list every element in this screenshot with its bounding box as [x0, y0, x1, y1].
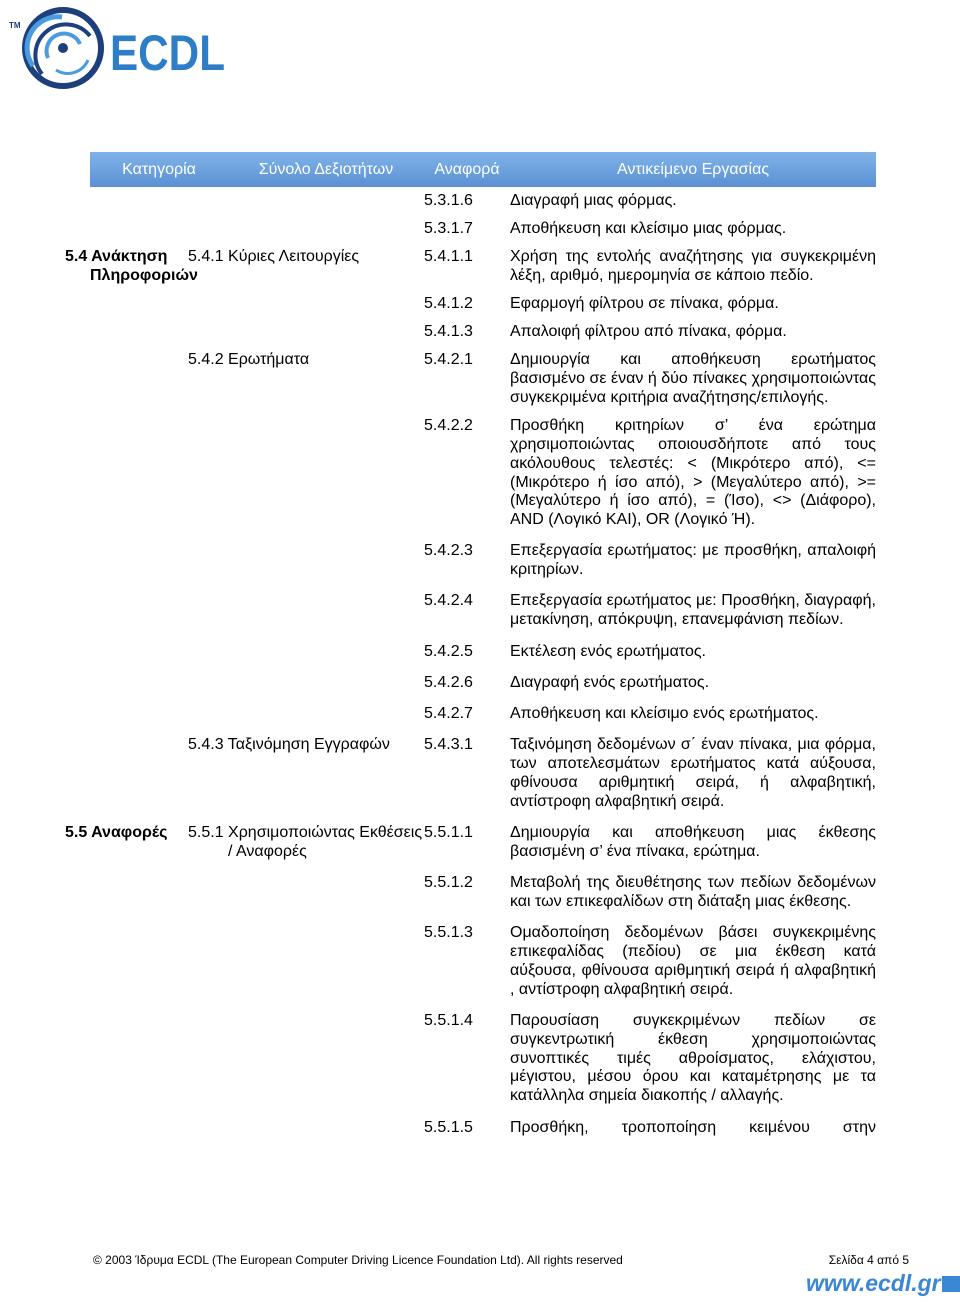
category-cell: 5.4 Ανάκτηση Πληροφοριών — [65, 247, 198, 284]
header-category: Κατηγορία — [90, 152, 228, 187]
globe-swirl-icon — [25, 10, 101, 86]
task-cell: Διαγραφή ενός ερωτήματος. — [510, 673, 710, 691]
ref-cell: 5.3.1.7 — [424, 219, 473, 237]
category-cell: 5.5 Αναφορές — [65, 824, 168, 842]
ecdl-logo — [0, 0, 240, 100]
skill-set-cell: 5.4.3 Ταξινόμηση Εγγραφών — [188, 736, 390, 754]
task-cell: Εκτέλεση ενός ερωτήματος. — [510, 642, 706, 660]
task-cell: Απαλοιφή φίλτρου από πίνακα, φόρμα. — [510, 323, 787, 341]
ref-cell: 5.5.1.5 — [424, 1118, 473, 1136]
category-cell-empty — [90, 187, 228, 248]
ref-cell: 5.4.1.3 — [424, 323, 473, 341]
task-cell: Δημιουργία και αποθήκευση ερωτήματος βασισμένο σε έναν ή δύο πίνακες χρησιμοποιώντας συγκεκριμένα κριτήρια αναζήτησης/επιλογής. — [510, 351, 876, 406]
task-cell: Παρουσίαση συγκεκριμένων πεδίων σε συγκεντρωτική έκθεση χρησιμοποιώντας συνοπτικές τιμές αθροίσματος, ελάχιστου, μέγιστου, μέσου όρου και καταμέτρησης με τα κατάλληλα σημεία διακοπής / αλλαγής. — [510, 1012, 876, 1105]
skill-set-cell-empty — [228, 187, 424, 248]
task-cell: Αποθήκευση και κλείσιμο μιας φόρμας. — [510, 219, 787, 237]
task-cell: Δημιουργία και αποθήκευση μιας έκθεσης βασισμένη σ’ ένα πίνακα, ερώτημα. — [510, 824, 876, 860]
ref-cell: 5.4.2.2 — [424, 417, 473, 435]
ref-cell: 5.4.3.1 — [424, 736, 473, 754]
footer-page-number: Σελίδα 4 από 5 — [828, 1253, 909, 1267]
task-cell: Προσθήκη, τροποποίηση κειμένου στην — [510, 1118, 876, 1136]
ref-cell: 5.3.1.6 — [424, 191, 473, 209]
task-cell: Μεταβολή της διευθέτησης των πεδίων δεδομένων και των επικεφαλίδων στη διάταξη μιας έκθεσης. — [510, 874, 876, 911]
task-cell: Εφαρμογή φίλτρου σε πίνακα, φόρμα. — [510, 294, 779, 312]
task-cell: Ομαδοποίηση δεδομένων βάσει συγκεκριμένης επικεφαλίδας (πεδίου) σε μια έκθεση κατά αύξουσα, φθίνουσα αριθμητική σειρά ή αλφαβητική , αντίστροφη αλφαβητική σειρά. — [510, 924, 876, 998]
header-skill-set: Σύνολο Δεξιοτήτων — [228, 152, 424, 187]
ref-cell: 5.4.1.2 — [424, 294, 473, 312]
task-cell: Διαγραφή μιας φόρμας. — [510, 191, 677, 209]
ref-cell: 5.4.1.1 — [424, 247, 473, 265]
trademark-mark: TM — [9, 21, 21, 30]
task-cell: Χρήση της εντολής αναζήτησης για συγκεκριμένη λέξη, αριθμό, ημερομηνία σε κάποιο πεδίο. — [510, 247, 876, 284]
footer-copyright: © 2003 Ίδρυμα ECDL (The European Computer Driving Licence Foundation Ltd). All rights reserved — [93, 1253, 623, 1267]
task-cell: Ταξινόμηση δεδομένων σ΄ έναν πίνακα, μια φόρμα, των αποτελεσμάτων ερωτήματος κατά αύξουσα, φθίνουσα αριθμητική σειρά, ή αλφαβητική, αντίστροφη αλφαβητική σειρά. — [510, 736, 876, 810]
ecdl-logo-graphic — [0, 0, 240, 100]
ref-cell: 5.4.2.3 — [424, 542, 473, 560]
ref-cell: 5.5.1.3 — [424, 924, 473, 942]
logo-wordmark: ECDL — [110, 25, 225, 81]
syllabus-table — [65, 152, 876, 1137]
ref-cell: 5.4.2.6 — [424, 673, 473, 691]
ref-cell: 5.5.1.1 — [424, 824, 473, 842]
table-header-row — [90, 152, 876, 187]
task-cell: Επεξεργασία ερωτήματος με: Προσθήκη, διαγραφή, μετακίνηση, απόκρυψη, επανεμφάνιση πεδίων. — [510, 592, 876, 629]
ref-cell: 5.4.2.7 — [424, 705, 473, 723]
skill-set-cell: 5.4.2 Ερωτήματα — [188, 351, 310, 369]
table-row — [90, 187, 876, 220]
task-cell: Προσθήκη κριτηρίων σ’ ένα ερώτημα χρησιμοποιώντας οποιουσδήποτε από τους ακόλουθους τελεστές: < (Μικρότερο από), <= (Μικρότερο ή ίσο από), > (Μεγαλύτερο από), >= (Μεγαλύτερο ή ίσο από), = (Ίσο), <> (Διάφορο), AND (Λογικό ΚΑΙ), OR (Λογικό Ή). — [510, 417, 876, 529]
header-task-item: Αντικείμενο Εργασίας — [510, 152, 876, 187]
ref-cell: 5.5.1.2 — [424, 874, 473, 892]
table-row — [90, 248, 876, 295]
footer-accent-bar — [942, 1276, 960, 1292]
footer-website-logo: www.ecdl.gr — [806, 1270, 941, 1296]
ref-cell: 5.4.2.5 — [424, 642, 473, 660]
task-cell: Επεξεργασία ερωτήματος: με προσθήκη, απαλοιφή κριτηρίων. — [510, 542, 876, 579]
ref-cell: 5.4.2.1 — [424, 351, 473, 369]
table-row — [90, 824, 876, 874]
ref-cell: 5.4.2.4 — [424, 592, 473, 610]
task-cell: Αποθήκευση και κλείσιμο ενός ερωτήματος. — [510, 705, 819, 723]
skill-set-cell: 5.5.1 Χρησιμοποιώντας Εκθέσεις / Αναφορές — [188, 824, 423, 860]
ref-cell: 5.5.1.4 — [424, 1012, 473, 1030]
header-ref: Αναφορά — [424, 152, 510, 187]
skill-set-cell: 5.4.1 Κύριες Λειτουργίες — [188, 247, 360, 265]
